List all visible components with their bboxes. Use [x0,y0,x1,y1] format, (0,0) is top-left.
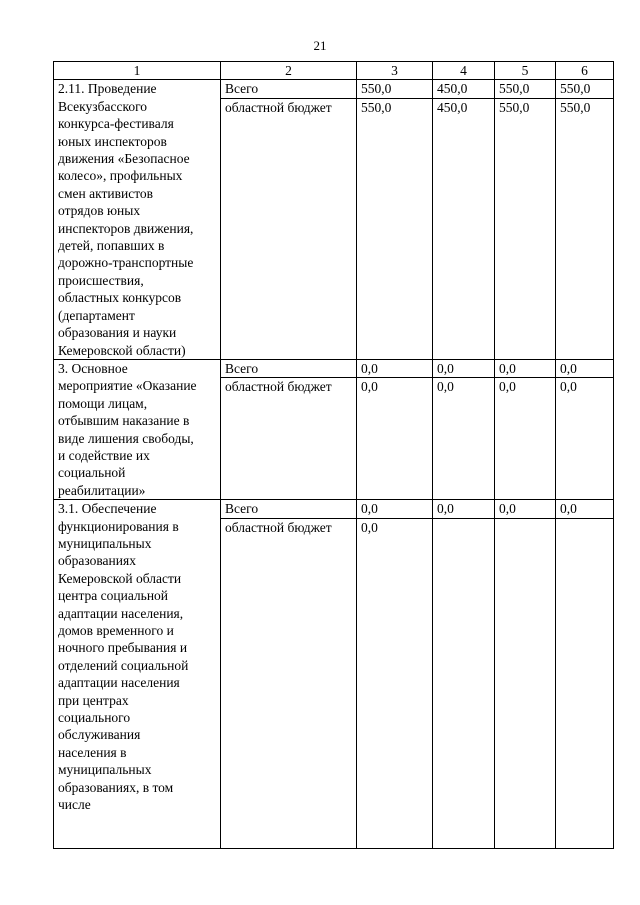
column-header: 5 [495,62,556,80]
page-number: 21 [313,38,327,53]
funding-source: Всего [221,359,357,377]
value-cell: 450,0 [433,98,495,359]
value-cell: 450,0 [433,80,495,98]
table-row [54,500,614,518]
funding-source: Всего [221,500,357,518]
funding-source: областной бюджет [221,378,357,500]
value-cell: 550,0 [357,80,433,98]
value-cell [495,518,556,849]
value-cell: 0,0 [495,378,556,500]
value-cell: 0,0 [433,378,495,500]
funding-source: Всего [221,80,357,98]
funding-source: областной бюджет [221,518,357,849]
value-cell [556,518,614,849]
column-header: 6 [556,62,614,80]
value-cell: 0,0 [357,378,433,500]
column-header: 3 [357,62,433,80]
value-cell: 550,0 [556,80,614,98]
column-header: 1 [54,62,221,80]
value-cell: 0,0 [357,359,433,377]
value-cell: 0,0 [495,500,556,518]
column-header: 4 [433,62,495,80]
value-cell: 550,0 [495,98,556,359]
value-cell: 0,0 [433,359,495,377]
value-cell: 0,0 [495,359,556,377]
value-cell: 0,0 [433,500,495,518]
value-cell: 0,0 [556,500,614,518]
table-row [54,359,614,377]
funding-source: областной бюджет [221,98,357,359]
value-cell: 0,0 [357,500,433,518]
measure-description: 3. Основное мероприятие «Оказание помощи лицам, отбывшим наказание в виде лишения свободы, и содействие их социальной реабилитации» [54,359,221,499]
column-header: 2 [221,62,357,80]
budget-table [53,61,614,849]
value-cell: 0,0 [357,518,433,849]
value-cell: 550,0 [357,98,433,359]
value-cell: 0,0 [556,378,614,500]
value-cell: 550,0 [556,98,614,359]
value-cell: 0,0 [556,359,614,377]
measure-description: 3.1. Обеспечение функционирования в муниципальных образованиях Кемеровской области центра социальной адаптации населения, домов временного и ночного пребывания и отделений социальной адаптации населения при центрах социального обслуживания населения в муниципальных образованиях, в том числе [54,500,221,849]
table-header-row [54,62,614,80]
value-cell: 550,0 [495,80,556,98]
value-cell [433,518,495,849]
measure-description: 2.11. Проведение Всекузбасского конкурса-фестиваля юных инспекторов движения «Безопасное колесо», профильных смен активистов отрядов юных инспекторов движения, детей, попавших в дорожно-транспортные происшествия, областных конкурсов (департамент образования и науки Кемеровской области) [54,80,221,360]
table-row [54,80,614,98]
